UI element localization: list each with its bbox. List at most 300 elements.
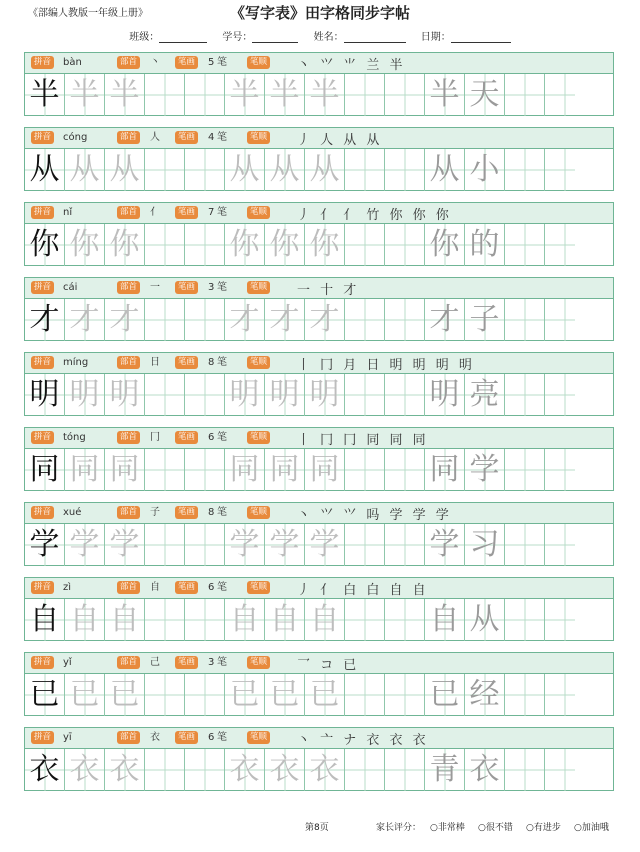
- grid-character: 习: [469, 527, 500, 562]
- rating-option-improved[interactable]: ○有进步: [526, 823, 561, 833]
- pinyin-text: cái: [63, 282, 78, 293]
- blank-practice-cell[interactable]: [505, 599, 545, 641]
- stroke-unit: 笔: [217, 57, 227, 68]
- pinyin-text: yǐ: [63, 657, 72, 668]
- trace-char-cell: [305, 524, 345, 566]
- trace-char-cell: [65, 74, 105, 116]
- parent-rating: 家长评分：: [376, 823, 422, 833]
- trace-char-cell: [105, 374, 145, 416]
- radical-text: 己: [150, 657, 160, 668]
- grid-character: 青: [429, 752, 460, 787]
- student-info: [0, 28, 640, 43]
- pinyin-tag: 拼音: [31, 581, 54, 594]
- trace-char-cell: [265, 449, 305, 491]
- grid-character: 半: [309, 77, 340, 112]
- grid-character: 子: [469, 302, 500, 337]
- pinyin-text: zì: [63, 582, 72, 593]
- blank-practice-cell[interactable]: [185, 674, 225, 716]
- trace-char-cell: [105, 449, 145, 491]
- grid-character: 的: [469, 227, 500, 262]
- char-row: [24, 652, 614, 716]
- stroke-count-tag: 笔画: [175, 431, 198, 444]
- grid-character: 天: [469, 77, 500, 112]
- radical-tag: 部首: [117, 431, 140, 444]
- grid-character: 衣: [229, 752, 260, 787]
- blank-practice-cell[interactable]: [505, 749, 545, 791]
- blank-practice-cell[interactable]: [545, 224, 575, 266]
- blank-practice-cell[interactable]: [545, 599, 575, 641]
- word-example-cell: [425, 749, 465, 791]
- grid-character: 你: [429, 227, 460, 262]
- blank-practice-cell[interactable]: [545, 674, 575, 716]
- blank-practice-cell[interactable]: [385, 299, 425, 341]
- trace-char-cell: [65, 374, 105, 416]
- radical-text: 人: [150, 132, 160, 143]
- rating-option-good[interactable]: ○很不错: [478, 823, 513, 833]
- word-example-cell: [425, 524, 465, 566]
- grid-character: 半: [229, 77, 260, 112]
- grid-character: 衣: [69, 752, 100, 787]
- grid-character: 从: [229, 152, 260, 187]
- blank-practice-cell[interactable]: [345, 524, 385, 566]
- pinyin-text: xué: [63, 507, 82, 518]
- grid-character: 半: [69, 77, 100, 112]
- blank-practice-cell[interactable]: [545, 149, 575, 191]
- pinyin-text: nǐ: [63, 207, 73, 218]
- trace-char-cell: [105, 299, 145, 341]
- trace-char-cell: [265, 674, 305, 716]
- model-char-cell: [25, 524, 65, 566]
- stroke-order-tag: 笔顺: [247, 206, 270, 219]
- grid-character: 自: [109, 602, 140, 637]
- radical-tag: 部首: [117, 506, 140, 519]
- char-row-header: [25, 428, 613, 449]
- word-example-cell: [425, 674, 465, 716]
- blank-practice-cell[interactable]: [185, 599, 225, 641]
- grid-character: 你: [229, 227, 260, 262]
- writing-grid: [25, 674, 613, 716]
- blank-practice-cell[interactable]: [505, 374, 545, 416]
- grid-character: 从: [29, 152, 60, 187]
- word-example-cell: [425, 449, 465, 491]
- writing-grid: [25, 749, 613, 791]
- trace-char-cell: [225, 449, 265, 491]
- stroke-unit: 笔: [217, 357, 227, 368]
- model-char-cell: [25, 449, 65, 491]
- stroke-order-tag: 笔顺: [247, 281, 270, 294]
- word-example-cell: [465, 299, 505, 341]
- grid-character: 亮: [469, 377, 500, 412]
- word-example-cell: [425, 599, 465, 641]
- stroke-count: 6: [208, 432, 215, 443]
- blank-practice-cell[interactable]: [145, 449, 185, 491]
- radical-tag: 部首: [117, 656, 140, 669]
- stroke-count-tag: 笔画: [175, 356, 198, 369]
- grid-character: 你: [269, 227, 300, 262]
- word-example-cell: [465, 524, 505, 566]
- grid-character: 衣: [309, 752, 340, 787]
- blank-practice-cell[interactable]: [345, 374, 385, 416]
- blank-practice-cell[interactable]: [385, 749, 425, 791]
- grid-character: 明: [269, 377, 300, 412]
- grid-character: 学: [229, 527, 260, 562]
- grid-character: 衣: [109, 752, 140, 787]
- grid-character: 你: [109, 227, 140, 262]
- trace-char-cell: [105, 224, 145, 266]
- trace-char-cell: [65, 599, 105, 641]
- trace-char-cell: [65, 449, 105, 491]
- char-row-header: [25, 653, 613, 674]
- writing-grid: [25, 449, 613, 491]
- trace-char-cell: [305, 224, 345, 266]
- writing-grid: [25, 374, 613, 416]
- word-example-cell: [465, 374, 505, 416]
- grid-character: 半: [109, 77, 140, 112]
- grid-character: 小: [469, 152, 500, 187]
- grid-character: 已: [69, 677, 100, 712]
- blank-practice-cell[interactable]: [385, 224, 425, 266]
- word-example-cell: [425, 299, 465, 341]
- stroke-count: 7: [208, 207, 215, 218]
- date-field[interactable]: 日期：: [421, 28, 511, 43]
- trace-char-cell: [65, 149, 105, 191]
- grid-character: 学: [429, 527, 460, 562]
- blank-practice-cell[interactable]: [385, 374, 425, 416]
- blank-practice-cell[interactable]: [545, 374, 575, 416]
- char-row-header: [25, 578, 613, 599]
- stroke-order-tag: 笔顺: [247, 731, 270, 744]
- radical-text: 日: [150, 357, 160, 368]
- trace-char-cell: [265, 74, 305, 116]
- trace-char-cell: [305, 599, 345, 641]
- trace-char-cell: [225, 374, 265, 416]
- blank-practice-cell[interactable]: [385, 524, 425, 566]
- stroke-order-tag: 笔顺: [247, 506, 270, 519]
- stroke-count-tag: 笔画: [175, 206, 198, 219]
- blank-practice-cell[interactable]: [145, 74, 185, 116]
- grid-character: 明: [29, 377, 60, 412]
- pinyin-text: tóng: [63, 432, 86, 443]
- stroke-order: 丶 亠 ナ 衣 衣 衣: [297, 733, 429, 748]
- word-example-cell: [465, 449, 505, 491]
- blank-practice-cell[interactable]: [505, 524, 545, 566]
- trace-char-cell: [65, 299, 105, 341]
- class-field[interactable]: 班级：: [129, 28, 207, 43]
- stroke-unit: 笔: [217, 207, 227, 218]
- stroke-unit: 笔: [217, 282, 227, 293]
- grid-character: 从: [469, 602, 500, 637]
- model-char-cell: [25, 749, 65, 791]
- trace-char-cell: [265, 599, 305, 641]
- grid-character: 衣: [269, 752, 300, 787]
- grid-character: 才: [269, 302, 300, 337]
- blank-practice-cell[interactable]: [185, 374, 225, 416]
- grid-character: 自: [269, 602, 300, 637]
- rating-option-excellent[interactable]: ○非常棒: [430, 823, 465, 833]
- stroke-order: 一 十 才: [297, 283, 360, 298]
- pinyin-tag: 拼音: [31, 431, 54, 444]
- char-row: [24, 427, 614, 491]
- radical-text: 自: [150, 582, 160, 593]
- blank-practice-cell[interactable]: [505, 74, 545, 116]
- blank-practice-cell[interactable]: [145, 674, 185, 716]
- rating-option-keep-going[interactable]: ○加油哦: [574, 823, 609, 833]
- stroke-count-tag: 笔画: [175, 131, 198, 144]
- blank-practice-cell[interactable]: [505, 674, 545, 716]
- stroke-count: 6: [208, 582, 215, 593]
- blank-practice-cell[interactable]: [145, 299, 185, 341]
- blank-practice-cell[interactable]: [145, 599, 185, 641]
- model-char-cell: [25, 674, 65, 716]
- trace-char-cell: [265, 749, 305, 791]
- grid-character: 自: [429, 602, 460, 637]
- grid-character: 学: [469, 452, 500, 487]
- grid-character: 学: [109, 527, 140, 562]
- blank-practice-cell[interactable]: [545, 449, 575, 491]
- stroke-order: 丿 亻 亻 竹 你 你 你: [297, 208, 452, 223]
- stroke-order-tag: 笔顺: [247, 56, 270, 69]
- blank-practice-cell[interactable]: [185, 449, 225, 491]
- stroke-unit: 笔: [217, 432, 227, 443]
- trace-char-cell: [105, 524, 145, 566]
- stroke-count: 3: [208, 657, 215, 668]
- word-example-cell: [425, 224, 465, 266]
- blank-practice-cell[interactable]: [185, 299, 225, 341]
- trace-char-cell: [305, 74, 345, 116]
- blank-practice-cell[interactable]: [345, 224, 385, 266]
- trace-char-cell: [65, 224, 105, 266]
- grid-character: 半: [29, 77, 60, 112]
- blank-practice-cell[interactable]: [345, 749, 385, 791]
- grid-character: 学: [29, 527, 60, 562]
- writing-grid: [25, 299, 613, 341]
- blank-practice-cell[interactable]: [345, 299, 385, 341]
- stroke-count: 6: [208, 732, 215, 743]
- grid-character: 才: [309, 302, 340, 337]
- trace-char-cell: [265, 224, 305, 266]
- trace-char-cell: [105, 749, 145, 791]
- grid-character: 已: [29, 677, 60, 712]
- blank-practice-cell[interactable]: [385, 599, 425, 641]
- pinyin-tag: 拼音: [31, 506, 54, 519]
- grid-character: 才: [69, 302, 100, 337]
- grid-character: 学: [309, 527, 340, 562]
- grid-character: 已: [269, 677, 300, 712]
- blank-practice-cell[interactable]: [145, 749, 185, 791]
- radical-tag: 部首: [117, 356, 140, 369]
- blank-practice-cell[interactable]: [385, 74, 425, 116]
- grid-character: 才: [229, 302, 260, 337]
- pinyin-text: míng: [63, 357, 89, 368]
- radical-text: 一: [150, 282, 160, 293]
- grid-character: 学: [69, 527, 100, 562]
- stroke-unit: 笔: [217, 732, 227, 743]
- stroke-count: 8: [208, 507, 215, 518]
- stroke-count: 3: [208, 282, 215, 293]
- trace-char-cell: [225, 599, 265, 641]
- blank-practice-cell[interactable]: [345, 74, 385, 116]
- grid-character: 你: [69, 227, 100, 262]
- trace-char-cell: [305, 449, 345, 491]
- blank-practice-cell[interactable]: [545, 749, 575, 791]
- stroke-unit: 笔: [217, 582, 227, 593]
- char-row: [24, 352, 614, 416]
- grid-character: 已: [109, 677, 140, 712]
- word-example-cell: [425, 74, 465, 116]
- char-row-header: [25, 53, 613, 74]
- blank-practice-cell[interactable]: [385, 149, 425, 191]
- blank-practice-cell[interactable]: [145, 149, 185, 191]
- grid-character: 同: [309, 452, 340, 487]
- radical-text: 衣: [150, 732, 160, 743]
- char-row: [24, 52, 614, 116]
- grid-character: 你: [309, 227, 340, 262]
- stroke-unit: 笔: [217, 507, 227, 518]
- stroke-count-tag: 笔画: [175, 581, 198, 594]
- trace-char-cell: [225, 299, 265, 341]
- stroke-order-tag: 笔顺: [247, 656, 270, 669]
- blank-practice-cell[interactable]: [145, 224, 185, 266]
- blank-practice-cell[interactable]: [145, 374, 185, 416]
- grid-character: 从: [269, 152, 300, 187]
- grid-character: 明: [229, 377, 260, 412]
- blank-practice-cell[interactable]: [385, 449, 425, 491]
- blank-practice-cell[interactable]: [505, 299, 545, 341]
- radical-text: 子: [150, 507, 160, 518]
- grid-character: 才: [29, 302, 60, 337]
- writing-grid: [25, 224, 613, 266]
- blank-practice-cell[interactable]: [505, 224, 545, 266]
- trace-char-cell: [265, 524, 305, 566]
- stroke-count-tag: 笔画: [175, 731, 198, 744]
- radical-tag: 部首: [117, 131, 140, 144]
- char-row: [24, 502, 614, 566]
- blank-practice-cell[interactable]: [185, 149, 225, 191]
- trace-char-cell: [265, 149, 305, 191]
- trace-char-cell: [105, 74, 145, 116]
- trace-char-cell: [305, 374, 345, 416]
- radical-tag: 部首: [117, 56, 140, 69]
- writing-grid: [25, 74, 613, 116]
- model-char-cell: [25, 224, 65, 266]
- trace-char-cell: [305, 749, 345, 791]
- grid-character: 自: [29, 602, 60, 637]
- grid-character: 从: [109, 152, 140, 187]
- grid-character: 半: [269, 77, 300, 112]
- char-row: [24, 277, 614, 341]
- blank-practice-cell[interactable]: [145, 524, 185, 566]
- stroke-order: 乛 コ 已: [297, 658, 360, 673]
- pinyin-text: cóng: [63, 132, 88, 143]
- grid-character: 同: [229, 452, 260, 487]
- word-example-cell: [465, 74, 505, 116]
- trace-char-cell: [305, 299, 345, 341]
- stroke-order: 丨 冂 月 日 明 明 明 明: [297, 358, 475, 373]
- char-row-header: [25, 278, 613, 299]
- book-name: 《部编人教版一年级上册》: [28, 8, 148, 19]
- trace-char-cell: [65, 524, 105, 566]
- blank-practice-cell[interactable]: [385, 674, 425, 716]
- word-example-cell: [425, 149, 465, 191]
- student-number-field[interactable]: 学号：: [222, 28, 298, 43]
- stroke-order-tag: 笔顺: [247, 431, 270, 444]
- grid-character: 自: [309, 602, 340, 637]
- blank-practice-cell[interactable]: [505, 449, 545, 491]
- trace-char-cell: [225, 149, 265, 191]
- name-field[interactable]: 姓名：: [314, 28, 406, 43]
- blank-practice-cell[interactable]: [345, 449, 385, 491]
- grid-character: 明: [429, 377, 460, 412]
- char-row: [24, 727, 614, 791]
- blank-practice-cell[interactable]: [345, 599, 385, 641]
- word-example-cell: [425, 374, 465, 416]
- trace-char-cell: [225, 74, 265, 116]
- model-char-cell: [25, 149, 65, 191]
- page-title: 《写字表》田字格同步字帖: [229, 4, 410, 22]
- stroke-count: 4: [208, 132, 215, 143]
- blank-practice-cell[interactable]: [545, 299, 575, 341]
- radical-tag: 部首: [117, 281, 140, 294]
- char-row-header: [25, 503, 613, 524]
- grid-character: 同: [269, 452, 300, 487]
- trace-char-cell: [225, 224, 265, 266]
- grid-character: 经: [469, 677, 500, 712]
- pinyin-text: bàn: [63, 57, 82, 68]
- blank-practice-cell[interactable]: [505, 149, 545, 191]
- blank-practice-cell[interactable]: [345, 674, 385, 716]
- trace-char-cell: [225, 749, 265, 791]
- blank-practice-cell[interactable]: [545, 74, 575, 116]
- char-row-header: [25, 128, 613, 149]
- blank-practice-cell[interactable]: [185, 749, 225, 791]
- stroke-count: 5: [208, 57, 215, 68]
- char-row-header: [25, 353, 613, 374]
- stroke-order-tag: 笔顺: [247, 131, 270, 144]
- grid-character: 学: [269, 527, 300, 562]
- blank-practice-cell[interactable]: [345, 149, 385, 191]
- radical-text: 丶: [150, 57, 160, 68]
- char-row: [24, 127, 614, 191]
- trace-char-cell: [105, 149, 145, 191]
- grid-character: 从: [69, 152, 100, 187]
- blank-practice-cell[interactable]: [185, 524, 225, 566]
- page-number: 第8页: [305, 823, 329, 833]
- pinyin-tag: 拼音: [31, 281, 54, 294]
- grid-character: 明: [69, 377, 100, 412]
- char-row-header: [25, 728, 613, 749]
- word-example-cell: [465, 149, 505, 191]
- model-char-cell: [25, 374, 65, 416]
- grid-character: 你: [29, 227, 60, 262]
- trace-char-cell: [105, 674, 145, 716]
- trace-char-cell: [305, 674, 345, 716]
- radical-text: 亻: [150, 207, 160, 218]
- char-row: [24, 202, 614, 266]
- stroke-count-tag: 笔画: [175, 281, 198, 294]
- stroke-unit: 笔: [217, 132, 227, 143]
- grid-character: 已: [429, 677, 460, 712]
- blank-practice-cell[interactable]: [185, 224, 225, 266]
- blank-practice-cell[interactable]: [545, 524, 575, 566]
- stroke-order-tag: 笔顺: [247, 356, 270, 369]
- blank-practice-cell[interactable]: [185, 74, 225, 116]
- char-row-header: [25, 203, 613, 224]
- trace-char-cell: [65, 674, 105, 716]
- trace-char-cell: [225, 524, 265, 566]
- grid-character: 同: [29, 452, 60, 487]
- stroke-order: 丶 ⺍ ⺍ 吗 学 学 学: [297, 508, 452, 523]
- grid-character: 自: [229, 602, 260, 637]
